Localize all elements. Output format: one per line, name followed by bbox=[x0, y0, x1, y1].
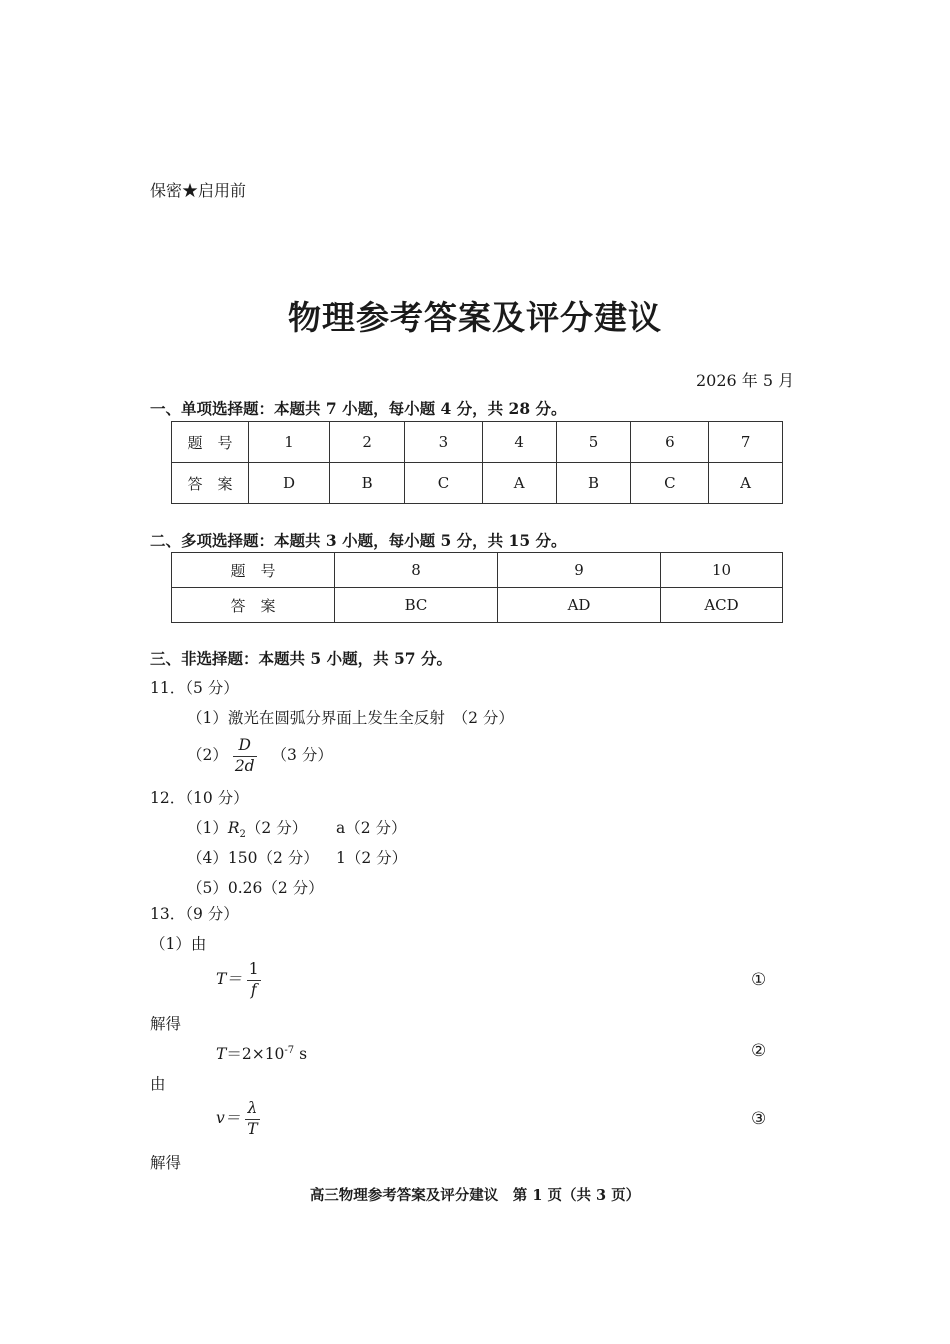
q13-eq1-numerator: 1 bbox=[247, 962, 261, 981]
section3-heading: 三、非选择题：本题共 5 小题，共 57 分。 bbox=[150, 649, 452, 668]
q13-solve2: 解得 bbox=[150, 1154, 182, 1172]
q13-eq3-fraction bbox=[245, 1101, 259, 1137]
q11-fraction-denominator: 2d bbox=[234, 756, 255, 775]
table-cell: 8 bbox=[335, 553, 498, 588]
table-cell: 3 bbox=[405, 422, 483, 463]
q11-fraction bbox=[233, 738, 257, 774]
q13-label: 13．（9 分） bbox=[150, 905, 239, 923]
table-header-cell: 答 案 bbox=[172, 463, 249, 504]
date: 2026 年 5 月 bbox=[696, 371, 795, 390]
table-cell: 9 bbox=[498, 553, 661, 588]
table-cell: 4 bbox=[482, 422, 556, 463]
q12-line3: （5）0.26（2 分） bbox=[187, 879, 324, 897]
q12-line1-prefix: （1） bbox=[187, 819, 228, 837]
eq-number-1: ① bbox=[751, 970, 767, 990]
q13-eq2-rhs: ＝2×10 bbox=[226, 1045, 285, 1063]
table-row bbox=[172, 588, 783, 623]
table-header-cell: 题 号 bbox=[172, 422, 249, 463]
q13-eq1 bbox=[216, 962, 261, 998]
page-title: 物理参考答案及评分建议 bbox=[288, 298, 662, 337]
single-choice-answer-table bbox=[171, 421, 783, 504]
section1-heading: 一、单项选择题：本题共 7 小题，每小题 4 分，共 28 分。 bbox=[150, 399, 567, 418]
table-row bbox=[172, 553, 783, 588]
table-cell: 1 bbox=[249, 422, 330, 463]
table-cell: 7 bbox=[709, 422, 783, 463]
table-cell: C bbox=[405, 463, 483, 504]
table-cell: 10 bbox=[661, 553, 783, 588]
table-cell: D bbox=[249, 463, 330, 504]
q11-part2-prefix: （2） bbox=[187, 746, 228, 764]
q11-part2-score: （3 分） bbox=[271, 746, 333, 764]
q13-eq2-exponent: -7 bbox=[284, 1044, 295, 1056]
q11-label: 11．（5 分） bbox=[150, 679, 239, 697]
table-row bbox=[172, 463, 783, 504]
table-cell: A bbox=[482, 463, 556, 504]
table-cell: ACD bbox=[661, 588, 783, 623]
q12-line2-b: 1（2 分） bbox=[336, 849, 408, 867]
table-cell: 2 bbox=[330, 422, 405, 463]
table-cell: B bbox=[330, 463, 405, 504]
q11-fraction-numerator: D bbox=[233, 738, 257, 757]
table-cell: A bbox=[709, 463, 783, 504]
table-row bbox=[172, 422, 783, 463]
q13-eq3-lhs: v＝ bbox=[216, 1109, 241, 1127]
q11-part1: （1）激光在圆弧分界面上发生全反射 （2 分） bbox=[187, 709, 514, 727]
q13-eq2-lhs: T bbox=[216, 1045, 227, 1063]
q12-label: 12．（10 分） bbox=[150, 789, 249, 807]
multi-choice-answer-table bbox=[171, 552, 783, 623]
page-footer: 高三物理参考答案及评分建议 第 1 页（共 3 页） bbox=[309, 1187, 641, 1204]
table-cell: B bbox=[556, 463, 631, 504]
q12-line1 bbox=[187, 816, 307, 840]
q13-eq3-denominator: T bbox=[247, 1119, 258, 1138]
table-cell: 6 bbox=[631, 422, 709, 463]
q13-eq1-lhs: T＝ bbox=[216, 970, 242, 988]
q13-by: 由 bbox=[150, 1075, 166, 1093]
confidential-mark: 保密★启用前 bbox=[150, 181, 247, 200]
section2-heading: 二、多项选择题：本题共 3 小题，每小题 5 分，共 15 分。 bbox=[150, 531, 567, 550]
q13-eq3 bbox=[216, 1101, 260, 1137]
q12-var-r: R bbox=[227, 819, 240, 837]
q12-line2-a: （4）150（2 分） bbox=[187, 849, 319, 867]
table-header-cell: 答 案 bbox=[172, 588, 335, 623]
q12-var-sub: 2 bbox=[239, 829, 246, 841]
q13-eq2 bbox=[216, 1042, 307, 1064]
q13-eq2-unit: s bbox=[294, 1045, 308, 1063]
table-cell: BC bbox=[335, 588, 498, 623]
table-cell: C bbox=[631, 463, 709, 504]
q13-eq1-fraction bbox=[247, 962, 261, 998]
q13-part1: （1）由 bbox=[150, 935, 207, 953]
eq-number-3: ③ bbox=[751, 1109, 767, 1129]
q12-line1-score: （2 分） bbox=[245, 819, 308, 837]
eq-number-2: ② bbox=[751, 1041, 767, 1061]
q13-solve1: 解得 bbox=[150, 1015, 182, 1033]
table-cell: AD bbox=[498, 588, 661, 623]
q11-part2 bbox=[187, 738, 333, 774]
q12-line1-b: a（2 分） bbox=[336, 819, 407, 837]
table-header-cell: 题 号 bbox=[172, 553, 335, 588]
table-cell: 5 bbox=[556, 422, 631, 463]
q13-eq3-numerator: λ bbox=[245, 1101, 259, 1120]
q13-eq1-denominator: f bbox=[250, 980, 257, 999]
